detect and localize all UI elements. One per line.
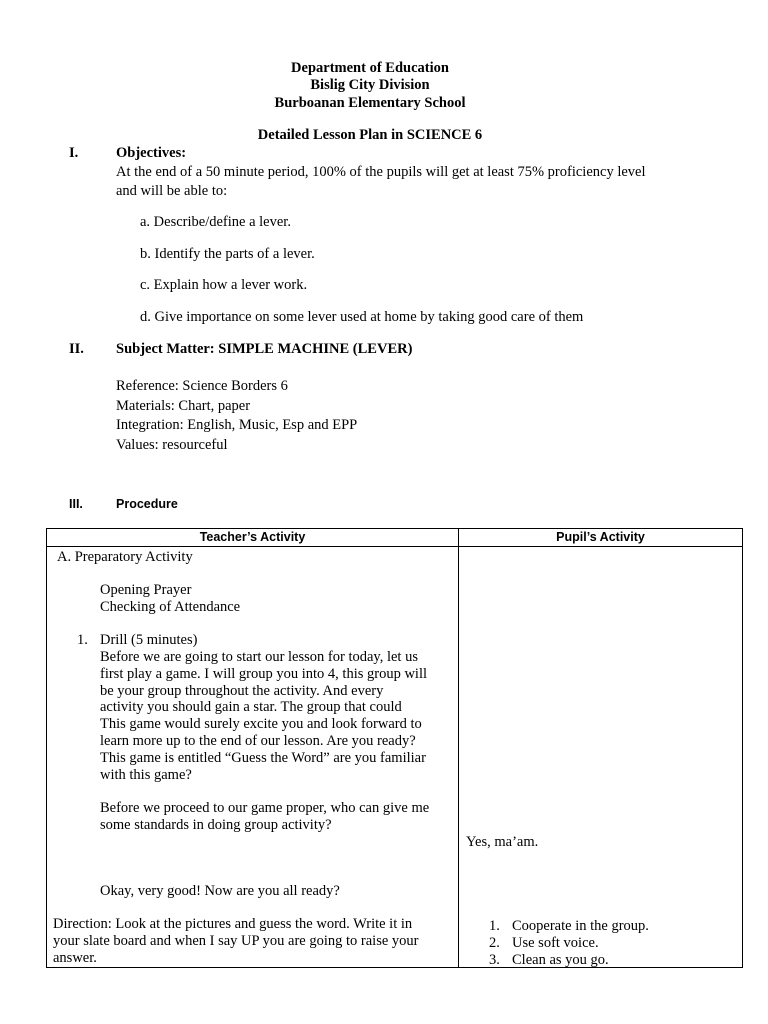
standards-question [100,800,429,834]
reference-line: Reference: Science Borders 6 [116,378,288,394]
materials-line: Materials: Chart, paper [116,398,251,414]
teacher-activity-cell [47,547,459,968]
checking-attendance: Checking of Attendance [100,599,241,615]
opening-prayer: Opening Prayer [100,582,192,598]
objective-item-b: b. Identify the parts of a lever. [140,246,315,262]
pupil-activity-header: Pupil’s Activity [459,529,743,547]
direction-line: your slate board and when I say UP you are going to raise your [53,932,419,949]
subject-matter-numeral: II. [69,341,84,357]
objectives-numeral: I. [69,145,79,161]
drill-line: Before we are going to start our lesson for today, let us [100,649,418,665]
drill-line: learn more up to the end of our lesson. Are you ready? [100,732,416,749]
drill-line: first play a game. I will group you into 4, this group will [100,665,428,682]
integration-line: Integration: English, Music, Esp and EPP [116,417,358,433]
direction-line: answer. [53,949,97,966]
drill-line: with this game? [100,766,192,783]
procedure-table [46,528,743,968]
pupil-standard-item: Cooperate in the group. [512,918,649,934]
objectives-heading: Objectives: [116,145,187,161]
header-school: Burboanan Elementary School [274,95,466,111]
pupil-answer-yes: Yes, ma’am. [466,834,539,850]
objective-item-d: d. Give importance on some lever used at home by taking good care of them [140,309,584,325]
drill-number: 1. [77,632,88,648]
drill-line: be your group throughout the activity. And every [100,682,384,699]
procedure-numeral: III. [69,497,83,511]
procedure-heading: Procedure [116,497,178,511]
pupil-activity-cell [459,547,743,968]
pupil-standard-num: 3. [489,952,500,968]
header-department: Department of Education [291,60,449,76]
pupil-standard-item: Use soft voice. [512,935,599,951]
direction-text [53,916,419,966]
drill-instructions [100,649,427,783]
drill-line: This game would surely excite you and look forward to [100,716,422,733]
subject-matter-heading: Subject Matter: SIMPLE MACHINE (LEVER) [116,341,413,357]
header-division: Bislig City Division [310,77,430,93]
objective-item-c: c. Explain how a lever work. [140,277,308,293]
lesson-plan-title: Detailed Lesson Plan in SCIENCE 6 [257,127,483,143]
drill-title: Drill (5 minutes) [100,632,198,648]
preparatory-activity-heading: A. Preparatory Activity [57,549,193,565]
standards-question-line: some standards in doing group activity? [100,816,332,833]
objectives-intro-line1: At the end of a 50 minute period, 100% of the pupils will get at least 75% proficiency level [116,164,646,180]
drill-line: activity you should gain a star. The group that could [100,699,402,716]
objectives-intro-line2: and will be able to: [116,183,228,199]
values-line: Values: resourceful [116,437,228,453]
teacher-activity-header: Teacher’s Activity [47,529,459,547]
okay-ready-line: Okay, very good! Now are you all ready? [100,883,340,899]
objective-item-a: a. Describe/define a lever. [140,214,291,230]
pupil-standard-num: 1. [489,918,500,934]
pupil-standard-num: 2. [489,935,500,951]
drill-line: This game is entitled “Guess the Word” are you familiar [100,749,426,766]
direction-line: Direction: Look at the pictures and guess the word. Write it in [53,916,413,932]
standards-question-line: Before we proceed to our game proper, who can give me [100,800,430,816]
pupil-standard-item: Clean as you go. [512,952,609,968]
